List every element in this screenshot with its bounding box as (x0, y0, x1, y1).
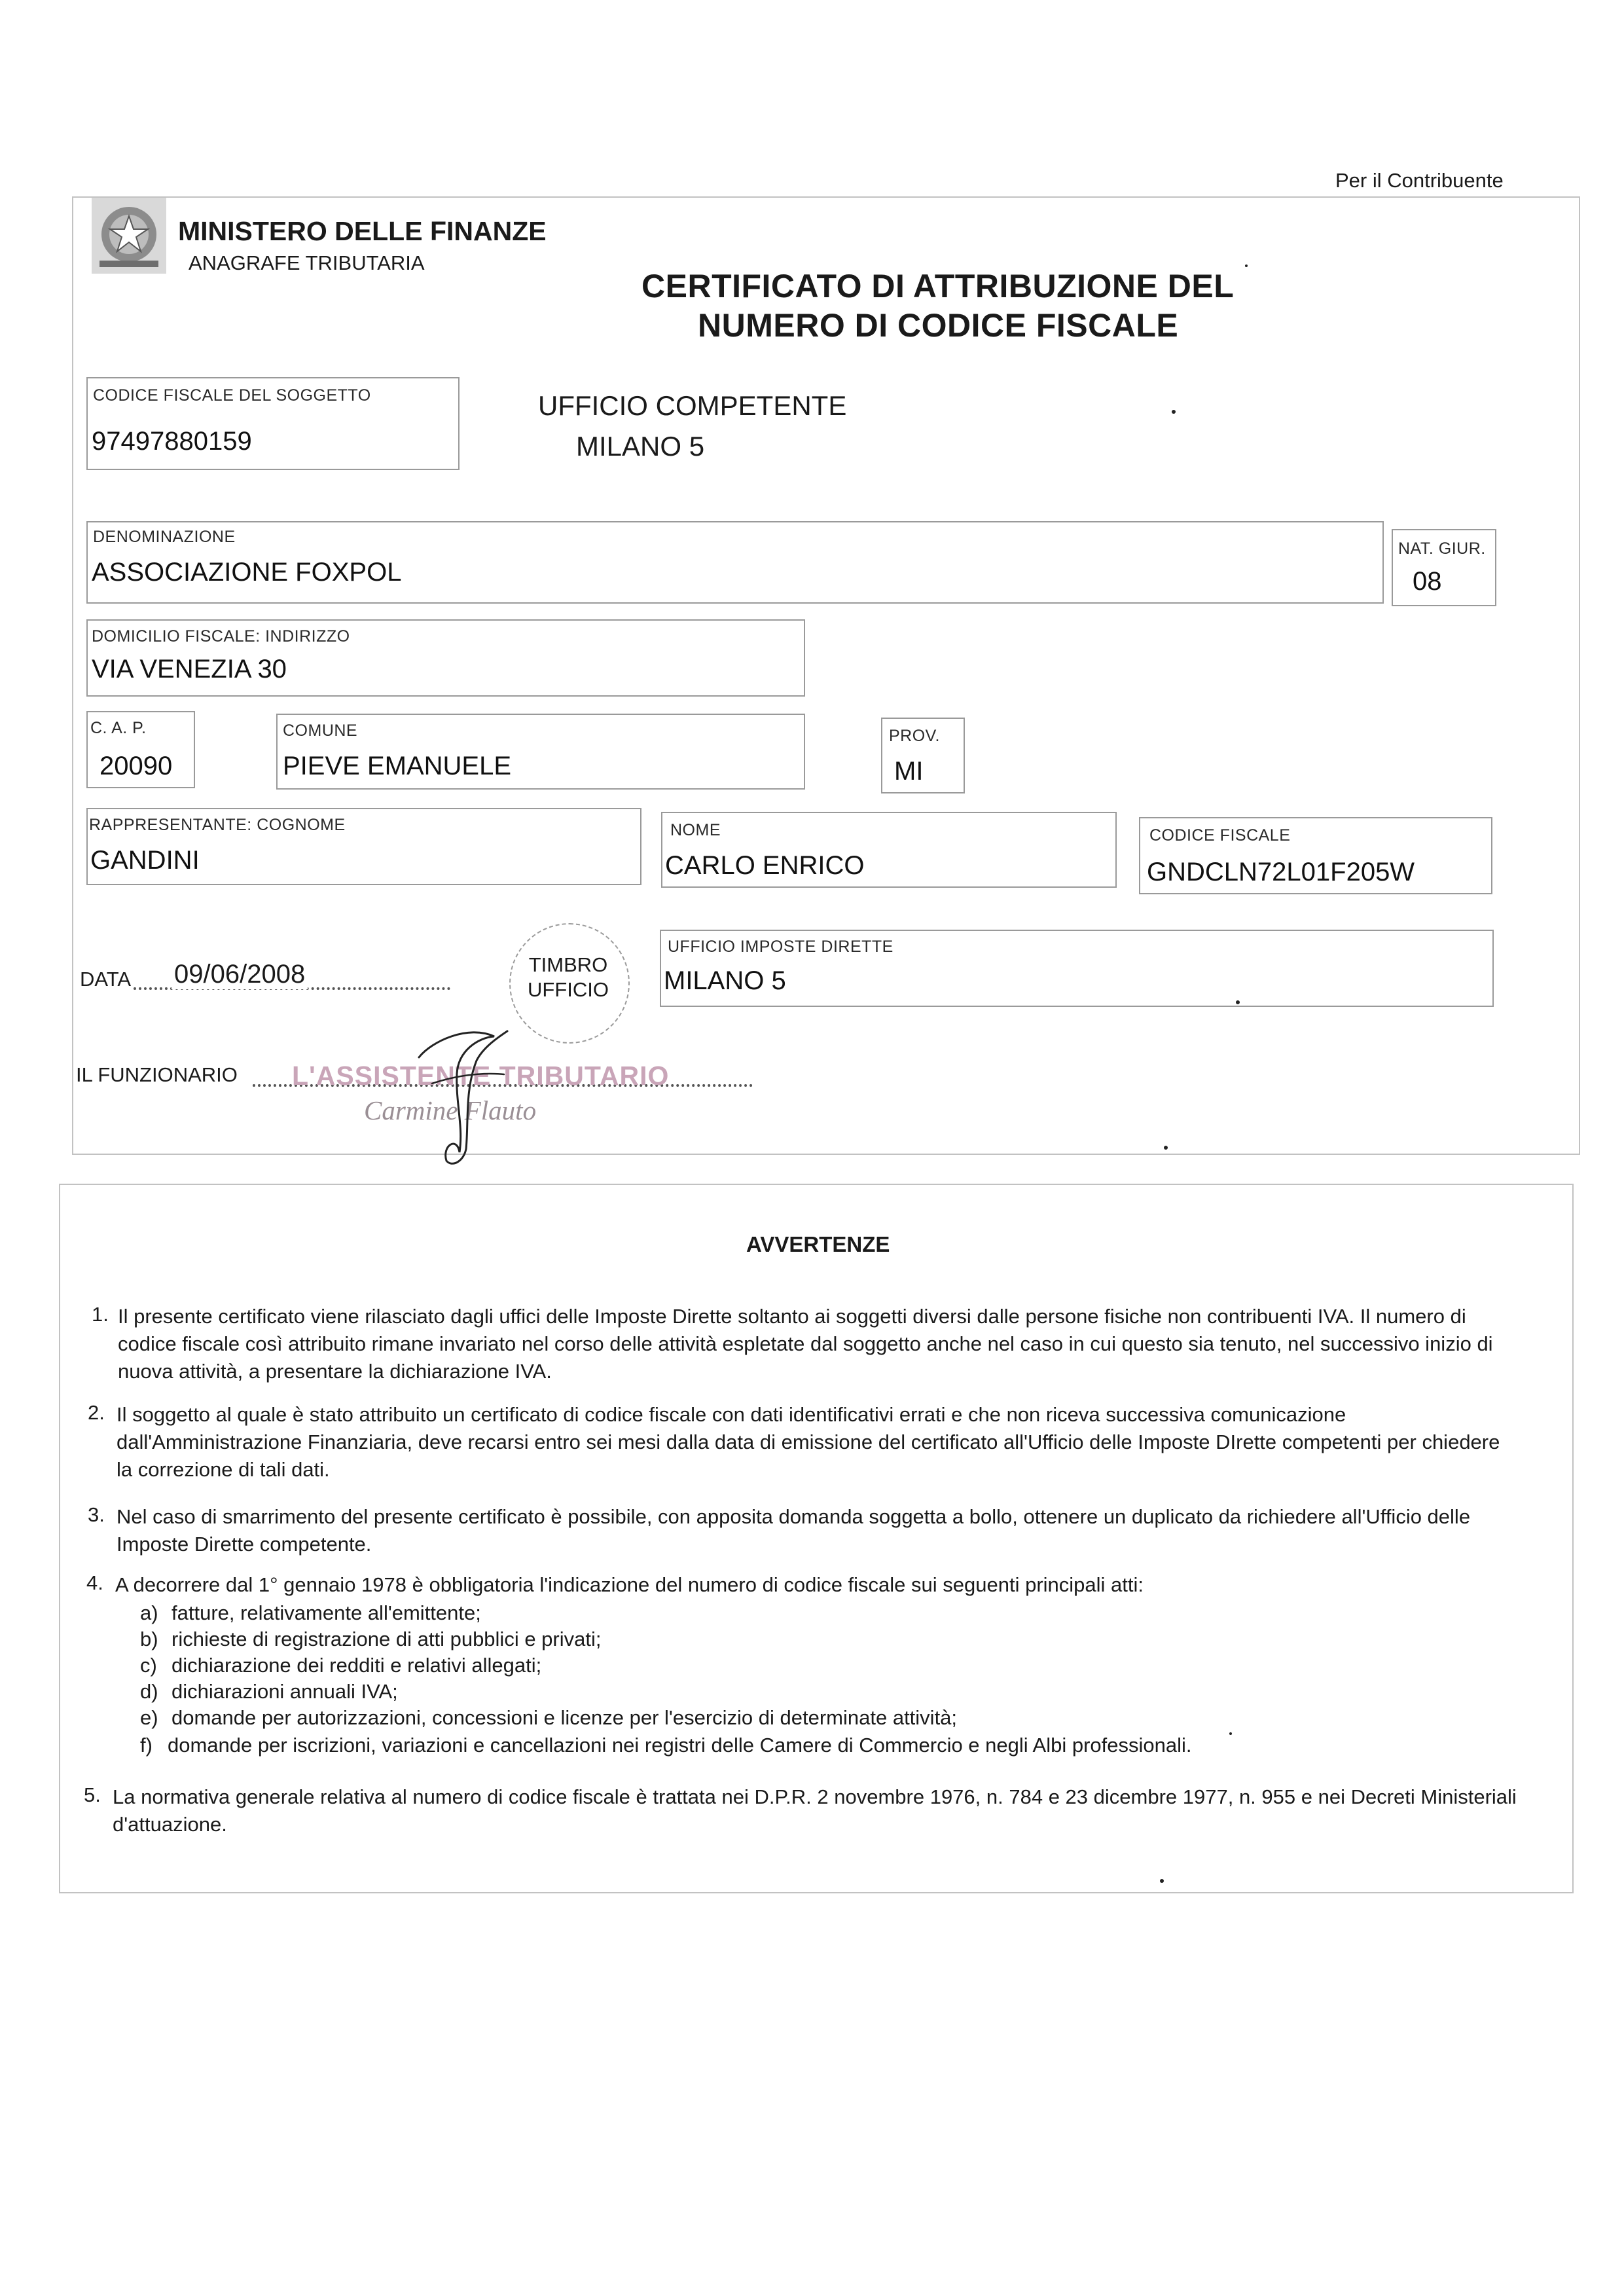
address-label: DOMICILIO FISCALE: INDIRIZZO (92, 627, 350, 646)
scan-speck (1160, 1879, 1164, 1883)
legal-nature-label: NAT. GIUR. (1398, 539, 1486, 558)
representative-cf-value: GNDCLN72L01F205W (1147, 858, 1415, 886)
comune-value: PIEVE EMANUELE (283, 752, 512, 780)
notice-3-number: 3. (88, 1503, 105, 1526)
tax-office-value: MILANO 5 (664, 966, 786, 995)
scan-speck (1229, 1732, 1232, 1735)
notice-4-number: 4. (86, 1571, 103, 1594)
notice-4-c-text: dichiarazione dei redditi e relativi allegati; (171, 1654, 542, 1677)
department-name: ANAGRAFE TRIBUTARIA (189, 251, 425, 274)
notice-4-d-text: dichiarazioni annuali IVA; (171, 1680, 398, 1703)
subject-code-value: 97497880159 (92, 427, 252, 456)
notice-4-e-text: domande per autorizzazioni, concessioni e licenze per l'esercizio di determinate attività; (171, 1706, 958, 1729)
date-value: 09/06/2008 (171, 960, 308, 989)
copy-label: Per il Contribuente (1335, 169, 1504, 192)
notice-4-text: A decorrere dal 1° gennaio 1978 è obbligatoria l'indicazione del numero di codice fiscale sui seguenti principali atti: (115, 1573, 1144, 1596)
notice-4-c-letter: c) (140, 1654, 157, 1677)
notice-2-text: Il soggetto al quale è stato attribuito un certificato di codice fiscale con dati identificativi errati e che non riceva successiva comunicazione dall'Amministrazione Finanziaria, deve recarsi entro sei mesi dalla data di emissione del certificato all'Ufficio delle Imposte DIrette competenti per chiedere la correzione di tali dati. (117, 1403, 1500, 1481)
cap-label: C. A. P. (90, 719, 147, 737)
address-value: VIA VENEZIA 30 (92, 655, 287, 683)
notice-5-text: La normativa generale relativa al numero di codice fiscale è trattata nei D.P.R. 2 novembre 1976, n. 784 e 23 dicembre 1977, n. 955 e nei Decreti Ministeriali d'attuazione. (113, 1785, 1517, 1836)
scan-speck (1172, 410, 1176, 414)
office-stamp-line2: UFFICIO (528, 978, 609, 1001)
notice-4-a-text: fatture, relativamente all'emittente; (171, 1601, 481, 1624)
representative-cf-label: CODICE FISCALE (1149, 826, 1291, 845)
province-label: PROV. (889, 727, 941, 745)
representative-surname-label: RAPPRESENTANTE: COGNOME (89, 816, 346, 834)
subject-code-label: CODICE FISCALE DEL SOGGETTO (93, 386, 371, 405)
notice-3-text: Nel caso di smarrimento del presente certificato è possibile, con apposita domanda soggetta a bollo, ottenere un duplicato da richiedere all'Ufficio delle Imposte Dirette competente. (117, 1505, 1471, 1556)
notice-4-f-text: domande per iscrizioni, variazioni e cancellazioni nei registri delle Camere di Commercio e negli Albi professionali. (168, 1734, 1192, 1757)
ministry-name: MINISTERO DELLE FINANZE (178, 216, 547, 246)
representative-surname-value: GANDINI (90, 846, 200, 875)
date-label: DATA (80, 968, 132, 991)
notice-4-f-letter: f) (140, 1734, 153, 1757)
scan-speck (1164, 1146, 1168, 1150)
legal-nature-value: 08 (1413, 567, 1442, 596)
signature-stamp-line2: Carmine Flauto (364, 1095, 537, 1125)
notice-4-d-letter: d) (140, 1680, 158, 1703)
comune-label: COMUNE (283, 721, 358, 740)
official-label: IL FUNZIONARIO (76, 1063, 238, 1086)
notice-4-b-text: richieste di registrazione di atti pubblici e privati; (171, 1628, 602, 1650)
office-value: MILANO 5 (576, 431, 705, 462)
representative-name-label: NOME (670, 821, 721, 839)
signature-stamp-line1: L'ASSISTENTE TRIBUTARIO (292, 1061, 670, 1091)
notice-1-number: 1. (92, 1303, 109, 1326)
scan-speck (1236, 1000, 1240, 1004)
office-label: UFFICIO COMPETENTE (538, 390, 847, 421)
document-title-line1: CERTIFICATO DI ATTRIBUZIONE DEL (641, 268, 1235, 304)
scan-speck (1245, 264, 1248, 267)
notice-1-text: Il presente certificato viene rilasciato dagli uffici delle Imposte Dirette soltanto ai soggetti diversi dalle persone fisiche non contribuenti IVA. Il numero di codice fiscale così attribuito rimane invariato nel corso delle attività espletate dal soggetto anche nel caso in cui questo sia tenuto, nel successivo inizio di nuova attività, a presentare la dichiarazione IVA. (118, 1305, 1493, 1383)
office-stamp-line1: TIMBRO (528, 953, 608, 976)
denomination-label: DENOMINAZIONE (93, 528, 236, 546)
notices-title: AVVERTENZE (746, 1232, 890, 1256)
ministry-emblem-icon (90, 196, 168, 275)
handwritten-signature-icon (406, 1011, 517, 1169)
document-title-line2: NUMERO DI CODICE FISCALE (698, 307, 1179, 344)
representative-name-value: CARLO ENRICO (665, 851, 865, 880)
notice-5-number: 5. (84, 1783, 101, 1806)
notice-2-number: 2. (88, 1401, 105, 1424)
denomination-value: ASSOCIAZIONE FOXPOL (92, 558, 402, 587)
notice-4-b-letter: b) (140, 1628, 158, 1650)
notice-4-e-letter: e) (140, 1706, 158, 1729)
cap-value: 20090 (99, 752, 173, 780)
province-value: MI (894, 757, 924, 786)
notice-4-a-letter: a) (140, 1601, 158, 1624)
tax-office-label: UFFICIO IMPOSTE DIRETTE (668, 938, 893, 956)
